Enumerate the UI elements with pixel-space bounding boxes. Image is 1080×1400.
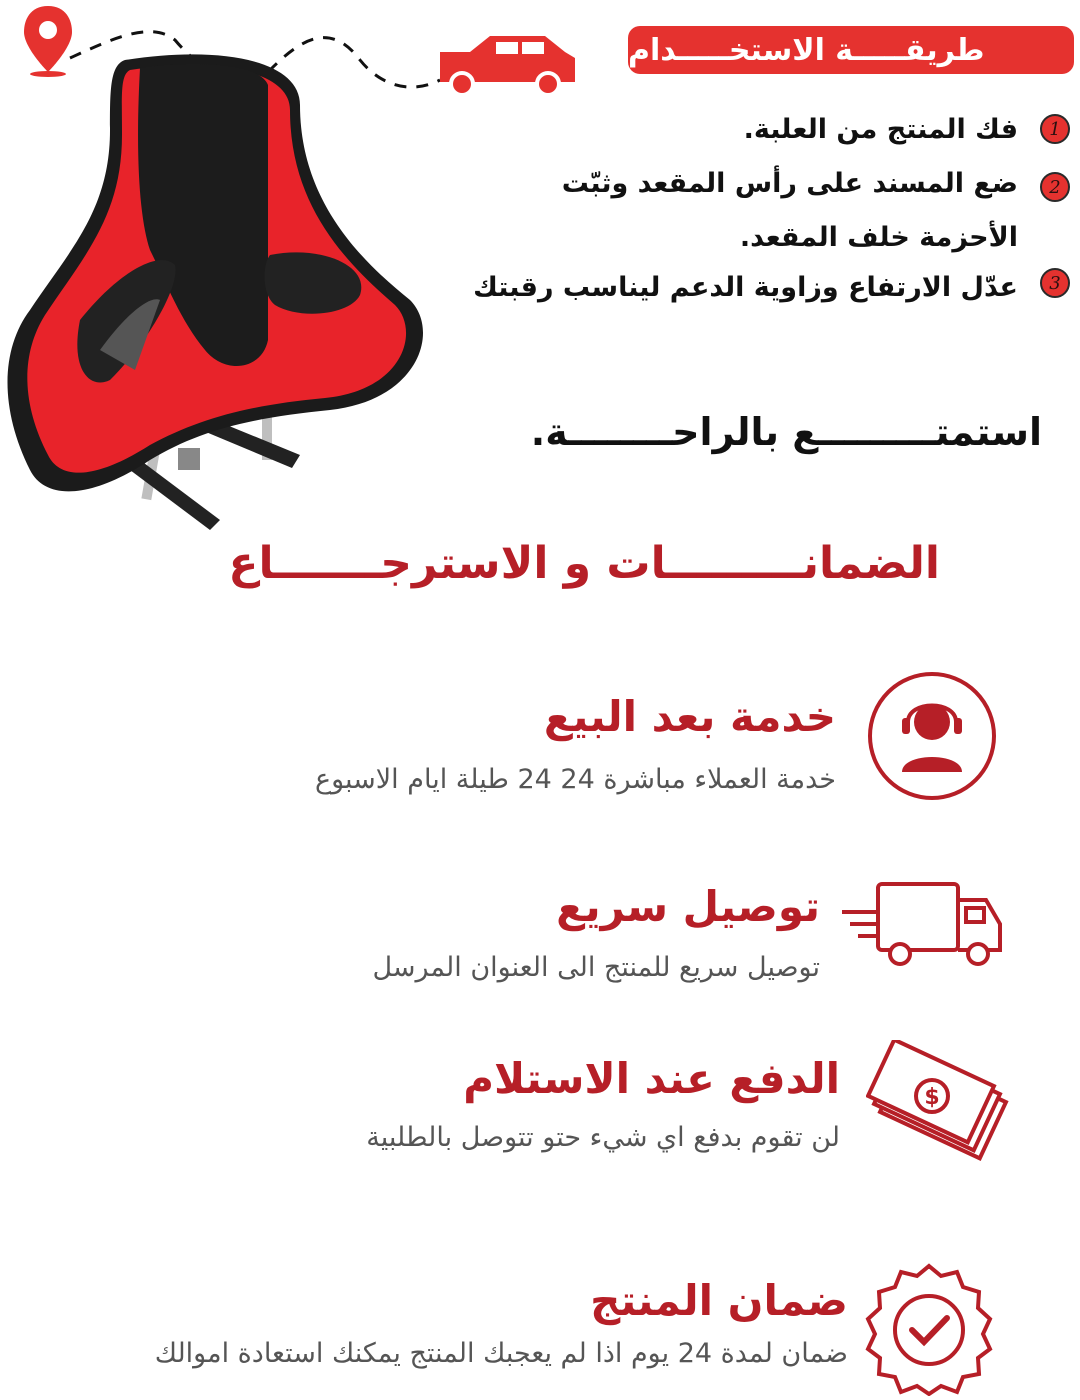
usage-title-badge: [628, 26, 1074, 74]
enjoy-comfort-text: استمتـــــــــع بالراحــــــــة.: [530, 410, 1042, 454]
cash-money-icon: [866, 1040, 1016, 1170]
customer-support-icon: [866, 670, 998, 802]
car-icon: [440, 36, 575, 95]
step-1-text: فك المنتج من العلبة.: [743, 114, 1018, 145]
usage-title: طريقـــــة الاستخـــــدام: [628, 32, 985, 68]
feature-title-after-sale: خدمة بعد البيع: [543, 692, 836, 741]
feature-title-cash-on-delivery: الدفع عند الاستلام: [463, 1054, 840, 1103]
feature-title-product-guarantee: ضمان المنتج: [590, 1276, 848, 1325]
step-3-number: 3: [1040, 268, 1070, 298]
feature-desc-cash-on-delivery: لن تقوم بدفع اي شيء حتو تتوصل بالطلبية: [366, 1122, 840, 1153]
headrest-product-image: [0, 50, 440, 530]
feature-desc-product-guarantee: ضمان لمدة 24 يوم اذا لم يعجبك المنتج يمكنك استعادة اموالك: [154, 1338, 848, 1369]
svg-text:$: $: [924, 1085, 940, 1110]
feature-title-fast-delivery: توصيل سريع: [556, 882, 820, 931]
guarantee-section-title: الضمانـــــــــات و الاسترجـــــــاع: [228, 538, 940, 589]
feature-desc-after-sale: خدمة العملاء مباشرة 24 24 طيلة ايام الاسبوع: [314, 764, 836, 795]
step-1-number: 1: [1040, 114, 1070, 144]
feature-desc-fast-delivery: توصيل سريع للمنتج الى العنوان المرسل: [372, 952, 820, 983]
delivery-truck-icon: [838, 878, 1008, 974]
step-2-number: 2: [1040, 172, 1070, 202]
guarantee-badge-icon: [862, 1262, 996, 1396]
step-2-text: ضع المسند على رأس المقعد وثبّت: [561, 168, 1018, 199]
step-2-text-line2: الأحزمة خلف المقعد.: [739, 222, 1018, 253]
step-3-text: عدّل الارتفاع وزاوية الدعم ليناسب رقبتك: [473, 272, 1018, 303]
